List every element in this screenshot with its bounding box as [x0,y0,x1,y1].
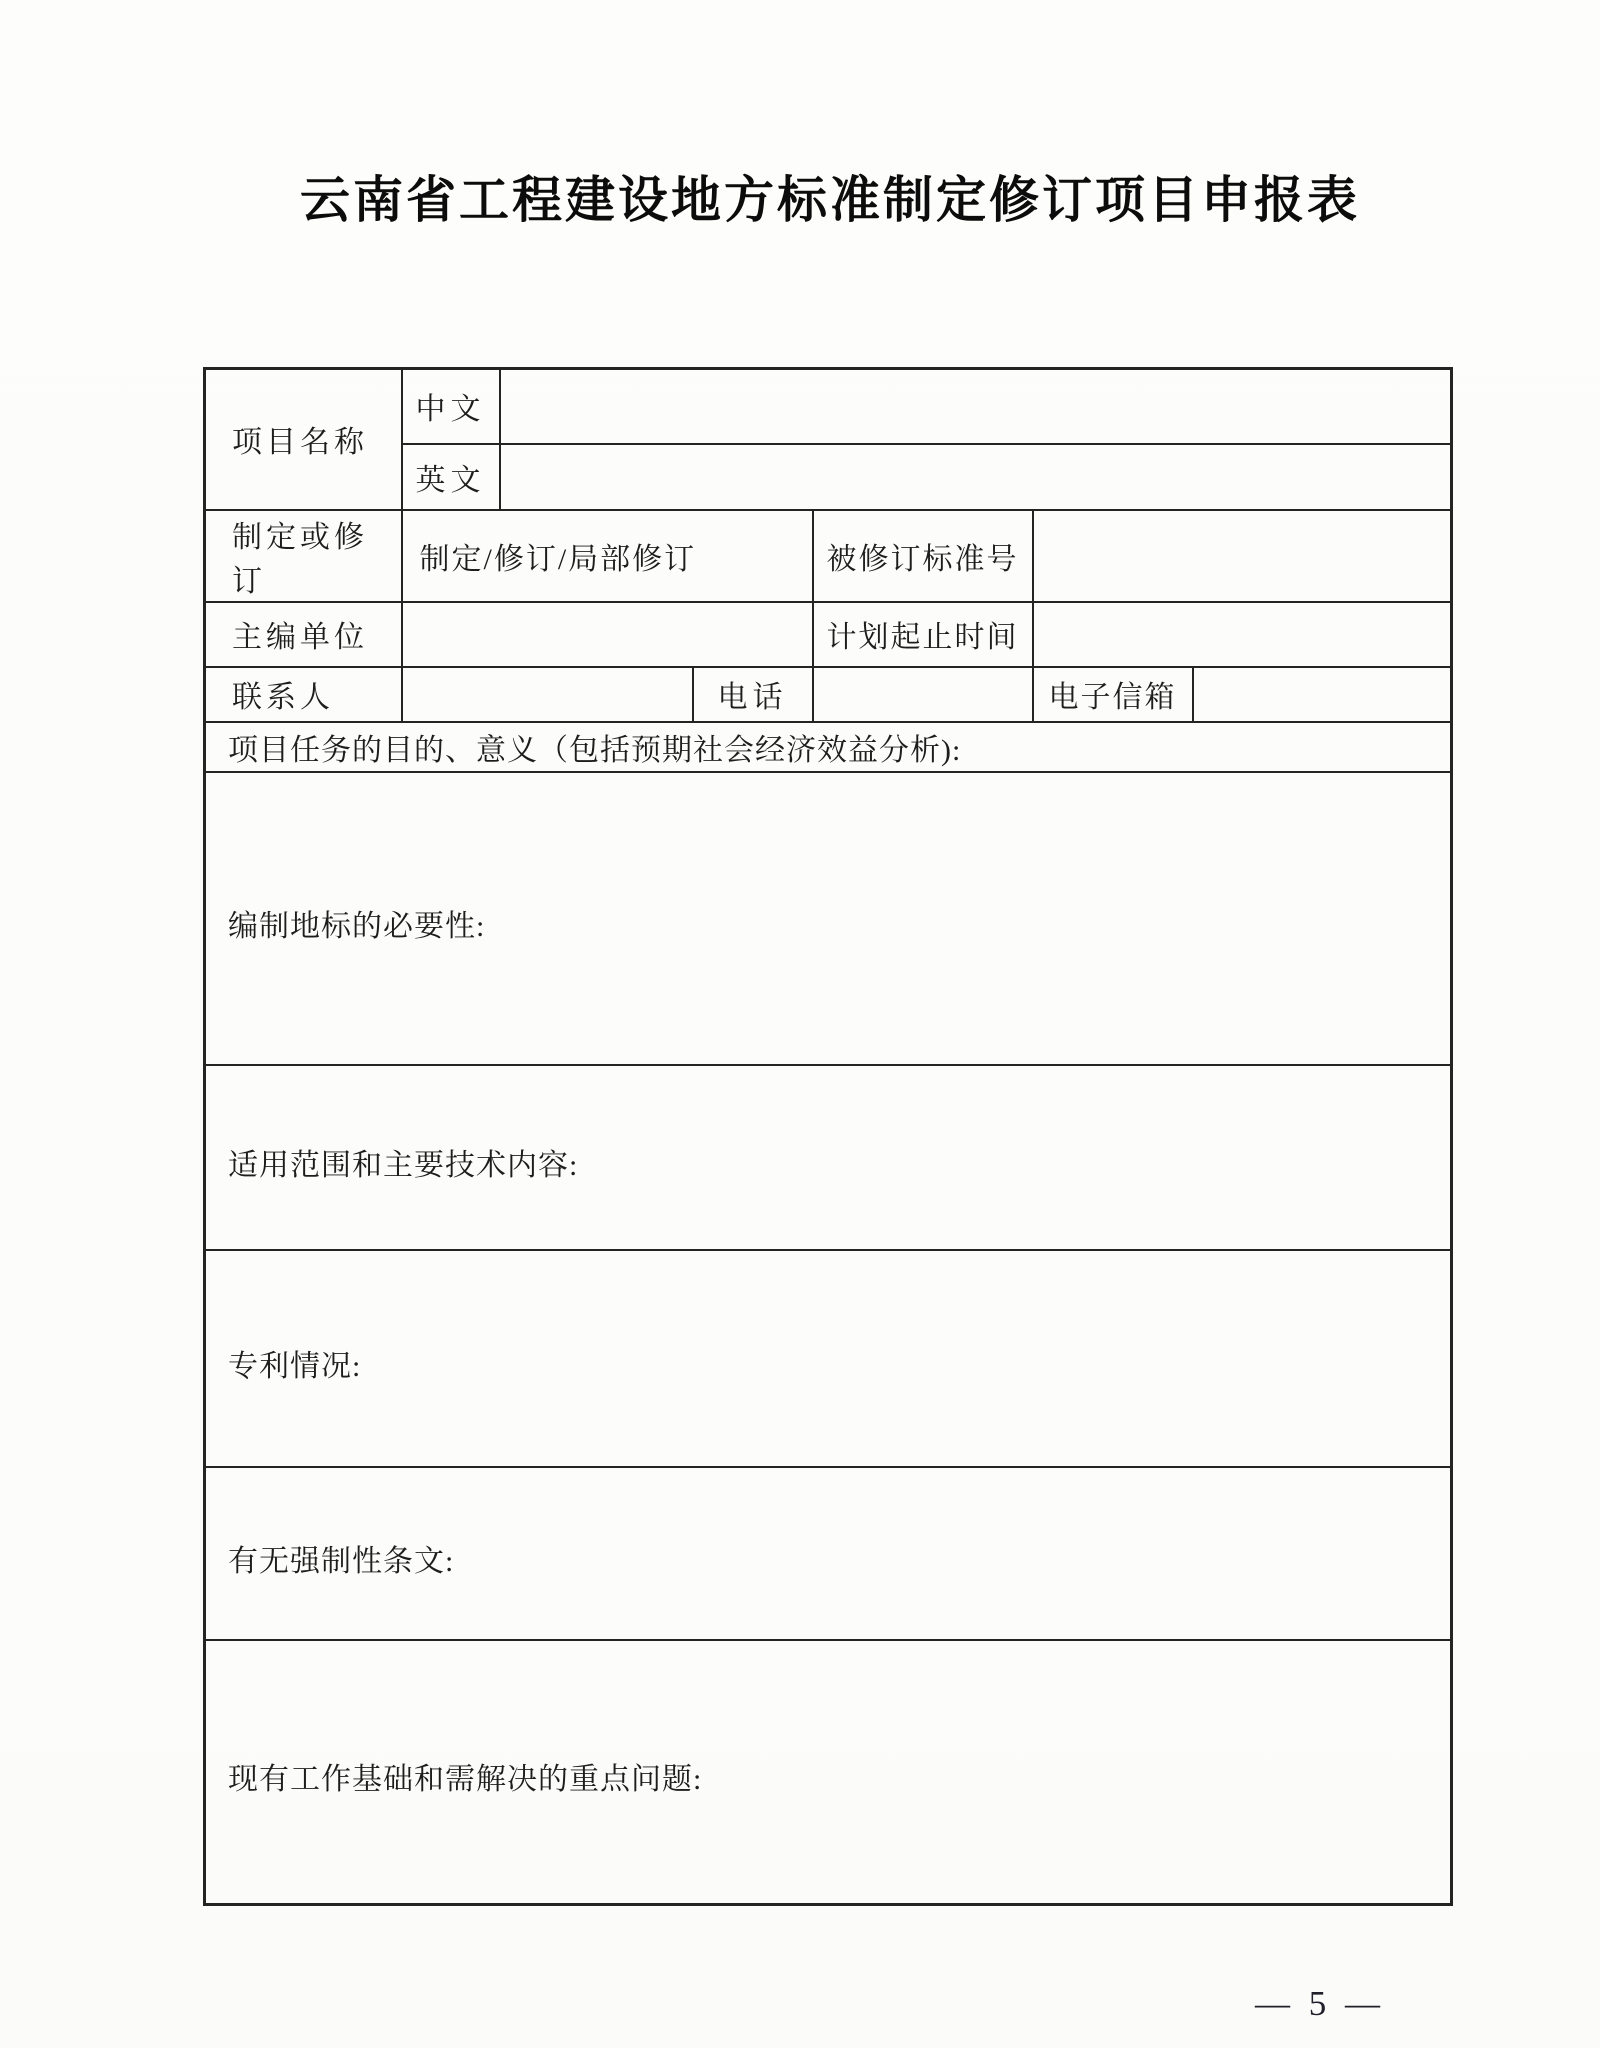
page-title: 云南省工程建设地方标准制定修订项目申报表 [300,172,1360,228]
project-name-chinese-value-cell [500,369,1452,444]
necessity-section-label: 编制地标的必要性: [205,772,1452,1065]
table-row-contact [205,667,1452,722]
phone-label: 电话 [693,667,813,722]
email-label: 电子信箱 [1033,667,1193,722]
page-number: — 5 — [1255,1984,1385,2023]
phone-value-cell [813,667,1033,722]
table-row-purpose-significance [205,722,1452,772]
scope-technical-content-section-label: 适用范围和主要技术内容: [205,1065,1452,1250]
revised-standard-no-label: 被修订标准号 [813,510,1033,602]
patent-status-section-label: 专利情况: [205,1250,1452,1467]
table-row-formulate-or-revise [205,510,1452,602]
table-row-scope-technical-content [205,1065,1452,1250]
mandatory-provisions-section-label: 有无强制性条文: [205,1467,1452,1640]
purpose-significance-section-label: 项目任务的目的、意义（包括预期社会经济效益分析): [205,722,1452,772]
table-row-necessity [205,772,1452,1065]
contact-label: 联系人 [205,667,402,722]
revised-standard-no-value-cell [1033,510,1452,602]
formulate-or-revise-label: 制定或修订 [205,510,402,602]
table-row-work-basis-key-problems [205,1640,1452,1905]
project-name-english-value-cell [500,444,1452,510]
planned-time-label: 计划起止时间 [813,602,1033,667]
project-name-label: 项目名称 [205,369,402,510]
table-row-chief-editor-unit [205,602,1452,667]
table-row-project-name-chinese [205,369,1452,444]
chief-editor-unit-value-cell [402,602,813,667]
table-row-mandatory-provisions [205,1467,1452,1640]
project-name-chinese-label: 中文 [402,369,500,444]
formulate-or-revise-value: 制定/修订/局部修订 [402,510,813,602]
planned-time-value-cell [1033,602,1452,667]
email-value-cell [1193,667,1452,722]
chief-editor-unit-label: 主编单位 [205,602,402,667]
project-name-english-label: 英文 [402,444,500,510]
work-basis-key-problems-section-label: 现有工作基础和需解决的重点问题: [205,1640,1452,1905]
application-form-table [203,367,1453,1906]
contact-value-cell [402,667,693,722]
table-row-patent-status [205,1250,1452,1467]
